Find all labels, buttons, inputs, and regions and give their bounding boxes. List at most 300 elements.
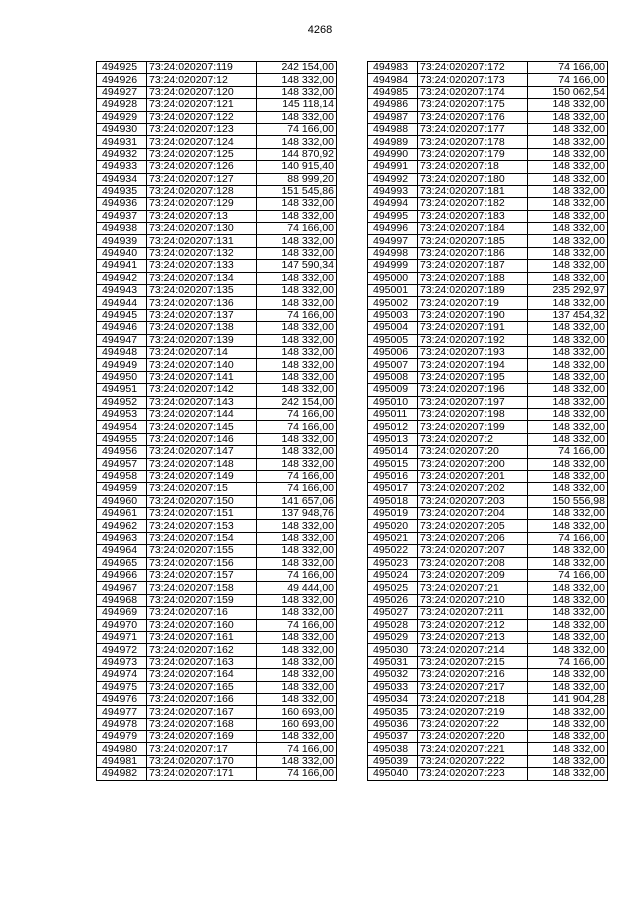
cadastral-number: 73:24:020207:119 bbox=[147, 62, 257, 74]
table-row bbox=[368, 309, 608, 321]
table-row bbox=[97, 285, 337, 297]
table-row bbox=[97, 446, 337, 458]
cadastral-value: 137 454,32 bbox=[528, 309, 608, 321]
cadastral-number: 73:24:020207:194 bbox=[418, 359, 528, 371]
cadastral-number: 73:24:020207:174 bbox=[418, 86, 528, 98]
cadastral-number: 73:24:020207:219 bbox=[418, 706, 528, 718]
cadastral-number: 73:24:020207:184 bbox=[418, 223, 528, 235]
table-row bbox=[368, 285, 608, 297]
cadastral-value: 148 332,00 bbox=[528, 185, 608, 197]
cadastral-value: 148 332,00 bbox=[528, 396, 608, 408]
cadastral-value: 148 332,00 bbox=[528, 631, 608, 643]
table-row bbox=[97, 408, 337, 420]
cadastral-number: 73:24:020207:162 bbox=[147, 644, 257, 656]
row-number: 494953 bbox=[97, 408, 147, 420]
cadastral-number: 73:24:020207:127 bbox=[147, 173, 257, 185]
table-row bbox=[368, 693, 608, 705]
table-row bbox=[97, 693, 337, 705]
cadastral-number: 73:24:020207:196 bbox=[418, 384, 528, 396]
cadastral-number: 73:24:020207:192 bbox=[418, 334, 528, 346]
table-row bbox=[368, 731, 608, 743]
row-number: 494984 bbox=[368, 74, 418, 86]
table-row bbox=[97, 136, 337, 148]
cadastral-value: 74 166,00 bbox=[257, 421, 337, 433]
row-number: 494952 bbox=[97, 396, 147, 408]
table-row bbox=[368, 185, 608, 197]
row-number: 494967 bbox=[97, 582, 147, 594]
cadastral-number: 73:24:020207:223 bbox=[418, 768, 528, 780]
row-number: 494999 bbox=[368, 260, 418, 272]
cadastral-value: 74 166,00 bbox=[257, 309, 337, 321]
table-row bbox=[97, 371, 337, 383]
cadastral-value: 74 166,00 bbox=[257, 483, 337, 495]
cadastral-value: 148 332,00 bbox=[257, 458, 337, 470]
cadastral-number: 73:24:020207:215 bbox=[418, 656, 528, 668]
cadastral-value: 148 332,00 bbox=[257, 607, 337, 619]
table-row bbox=[97, 508, 337, 520]
cadastral-value: 148 332,00 bbox=[528, 433, 608, 445]
row-number: 495006 bbox=[368, 346, 418, 358]
table-row bbox=[368, 582, 608, 594]
cadastral-value: 148 332,00 bbox=[528, 731, 608, 743]
cadastral-value: 74 166,00 bbox=[528, 62, 608, 74]
table-row bbox=[97, 86, 337, 98]
table-row bbox=[97, 161, 337, 173]
row-number: 494972 bbox=[97, 644, 147, 656]
row-number: 494938 bbox=[97, 223, 147, 235]
row-number: 494943 bbox=[97, 285, 147, 297]
row-number: 494947 bbox=[97, 334, 147, 346]
cadastral-number: 73:24:020207:140 bbox=[147, 359, 257, 371]
row-number: 495008 bbox=[368, 371, 418, 383]
table-row bbox=[368, 272, 608, 284]
cadastral-value: 141 904,28 bbox=[528, 693, 608, 705]
table-row bbox=[368, 570, 608, 582]
cadastral-number: 73:24:020207:136 bbox=[147, 297, 257, 309]
table-row bbox=[368, 656, 608, 668]
cadastral-number: 73:24:020207:182 bbox=[418, 198, 528, 210]
cadastral-value: 148 332,00 bbox=[528, 322, 608, 334]
cadastral-value: 148 332,00 bbox=[257, 384, 337, 396]
cadastral-value: 148 332,00 bbox=[528, 210, 608, 222]
cadastral-value: 148 332,00 bbox=[528, 743, 608, 755]
cadastral-value: 74 166,00 bbox=[528, 532, 608, 544]
row-number: 495029 bbox=[368, 631, 418, 643]
cadastral-value: 148 332,00 bbox=[257, 545, 337, 557]
row-number: 494951 bbox=[97, 384, 147, 396]
row-number: 494992 bbox=[368, 173, 418, 185]
row-number: 494926 bbox=[97, 74, 147, 86]
cadastral-number: 73:24:020207:147 bbox=[147, 446, 257, 458]
cadastral-value: 148 332,00 bbox=[257, 557, 337, 569]
page-number: 4268 bbox=[307, 24, 333, 36]
row-number: 494988 bbox=[368, 123, 418, 135]
row-number: 494948 bbox=[97, 346, 147, 358]
cadastral-number: 73:24:020207:180 bbox=[418, 173, 528, 185]
cadastral-value: 148 332,00 bbox=[528, 272, 608, 284]
row-number: 494945 bbox=[97, 309, 147, 321]
cadastral-value: 150 556,98 bbox=[528, 495, 608, 507]
row-number: 494927 bbox=[97, 86, 147, 98]
table-row bbox=[368, 743, 608, 755]
cadastral-value: 160 693,00 bbox=[257, 706, 337, 718]
cadastral-number: 73:24:020207:197 bbox=[418, 396, 528, 408]
cadastral-number: 73:24:020207:12 bbox=[147, 74, 257, 86]
cadastral-number: 73:24:020207:18 bbox=[418, 161, 528, 173]
table-row bbox=[368, 123, 608, 135]
cadastral-number: 73:24:020207:20 bbox=[418, 446, 528, 458]
row-number: 494935 bbox=[97, 185, 147, 197]
cadastral-value: 148 332,00 bbox=[528, 755, 608, 767]
row-number: 494944 bbox=[97, 297, 147, 309]
cadastral-value: 74 166,00 bbox=[257, 743, 337, 755]
cadastral-value: 148 332,00 bbox=[528, 198, 608, 210]
cadastral-number: 73:24:020207:141 bbox=[147, 371, 257, 383]
row-number: 494962 bbox=[97, 520, 147, 532]
table-row bbox=[97, 148, 337, 160]
cadastral-number: 73:24:020207:138 bbox=[147, 322, 257, 334]
row-number: 494985 bbox=[368, 86, 418, 98]
cadastral-number: 73:24:020207:149 bbox=[147, 470, 257, 482]
row-number: 494987 bbox=[368, 111, 418, 123]
row-number: 494949 bbox=[97, 359, 147, 371]
row-number: 494968 bbox=[97, 594, 147, 606]
cadastral-value: 148 332,00 bbox=[528, 706, 608, 718]
table-row bbox=[368, 508, 608, 520]
cadastral-value: 148 332,00 bbox=[528, 148, 608, 160]
cadastral-number: 73:24:020207:210 bbox=[418, 594, 528, 606]
row-number: 495039 bbox=[368, 755, 418, 767]
table-row bbox=[368, 223, 608, 235]
row-number: 495038 bbox=[368, 743, 418, 755]
cadastral-number: 73:24:020207:153 bbox=[147, 520, 257, 532]
cadastral-value: 242 154,00 bbox=[257, 62, 337, 74]
table-row bbox=[368, 99, 608, 111]
row-number: 494969 bbox=[97, 607, 147, 619]
cadastral-number: 73:24:020207:218 bbox=[418, 693, 528, 705]
cadastral-number: 73:24:020207:213 bbox=[418, 631, 528, 643]
row-number: 494931 bbox=[97, 136, 147, 148]
cadastral-value: 148 332,00 bbox=[257, 111, 337, 123]
row-number: 494996 bbox=[368, 223, 418, 235]
cadastral-value: 148 332,00 bbox=[257, 631, 337, 643]
cadastral-number: 73:24:020207:134 bbox=[147, 272, 257, 284]
row-number: 494976 bbox=[97, 693, 147, 705]
table-row bbox=[97, 545, 337, 557]
cadastral-number: 73:24:020207:207 bbox=[418, 545, 528, 557]
cadastral-value: 74 166,00 bbox=[257, 570, 337, 582]
row-number: 494997 bbox=[368, 235, 418, 247]
cadastral-number: 73:24:020207:178 bbox=[418, 136, 528, 148]
cadastral-value: 148 332,00 bbox=[257, 74, 337, 86]
table-row bbox=[368, 322, 608, 334]
cadastral-number: 73:24:020207:159 bbox=[147, 594, 257, 606]
row-number: 495022 bbox=[368, 545, 418, 557]
cadastral-number: 73:24:020207:150 bbox=[147, 495, 257, 507]
cadastral-number: 73:24:020207:205 bbox=[418, 520, 528, 532]
table-row bbox=[97, 706, 337, 718]
cadastral-number: 73:24:020207:130 bbox=[147, 223, 257, 235]
row-number: 495014 bbox=[368, 446, 418, 458]
cadastral-value: 148 332,00 bbox=[528, 235, 608, 247]
table-row bbox=[368, 334, 608, 346]
table-row bbox=[97, 644, 337, 656]
row-number: 495001 bbox=[368, 285, 418, 297]
row-number: 494928 bbox=[97, 99, 147, 111]
cadastral-value: 148 332,00 bbox=[528, 483, 608, 495]
cadastral-value: 74 166,00 bbox=[257, 470, 337, 482]
cadastral-number: 73:24:020207:214 bbox=[418, 644, 528, 656]
table-row bbox=[97, 768, 337, 780]
row-number: 494941 bbox=[97, 260, 147, 272]
cadastral-value: 148 332,00 bbox=[257, 346, 337, 358]
cadastral-number: 73:24:020207:21 bbox=[418, 582, 528, 594]
row-number: 494932 bbox=[97, 148, 147, 160]
cadastral-value: 144 870,92 bbox=[257, 148, 337, 160]
cadastral-number: 73:24:020207:198 bbox=[418, 408, 528, 420]
table-row bbox=[368, 359, 608, 371]
table-row bbox=[368, 495, 608, 507]
table-row bbox=[97, 223, 337, 235]
table-row bbox=[368, 470, 608, 482]
cadastral-number: 73:24:020207:167 bbox=[147, 706, 257, 718]
table-row bbox=[368, 594, 608, 606]
row-number: 495018 bbox=[368, 495, 418, 507]
cadastral-value: 148 332,00 bbox=[528, 346, 608, 358]
cadastral-number: 73:24:020207:186 bbox=[418, 247, 528, 259]
row-number: 494956 bbox=[97, 446, 147, 458]
row-number: 495020 bbox=[368, 520, 418, 532]
row-number: 495023 bbox=[368, 557, 418, 569]
row-number: 494983 bbox=[368, 62, 418, 74]
cadastral-value: 148 332,00 bbox=[528, 247, 608, 259]
row-number: 494925 bbox=[97, 62, 147, 74]
cadastral-value: 148 332,00 bbox=[528, 111, 608, 123]
cadastral-number: 73:24:020207:125 bbox=[147, 148, 257, 160]
cadastral-number: 73:24:020207:17 bbox=[147, 743, 257, 755]
table-row bbox=[97, 346, 337, 358]
row-number: 495027 bbox=[368, 607, 418, 619]
row-number: 494974 bbox=[97, 669, 147, 681]
table-row bbox=[97, 669, 337, 681]
table-row bbox=[97, 74, 337, 86]
register-table-left bbox=[96, 61, 337, 781]
cadastral-value: 148 332,00 bbox=[528, 371, 608, 383]
cadastral-value: 148 332,00 bbox=[528, 408, 608, 420]
cadastral-value: 148 332,00 bbox=[257, 285, 337, 297]
cadastral-number: 73:24:020207:139 bbox=[147, 334, 257, 346]
cadastral-value: 148 332,00 bbox=[257, 644, 337, 656]
row-number: 494990 bbox=[368, 148, 418, 160]
table-row bbox=[368, 483, 608, 495]
cadastral-value: 141 657,06 bbox=[257, 495, 337, 507]
cadastral-number: 73:24:020207:160 bbox=[147, 619, 257, 631]
cadastral-number: 73:24:020207:177 bbox=[418, 123, 528, 135]
table-row bbox=[97, 210, 337, 222]
table-row bbox=[368, 718, 608, 730]
row-number: 494989 bbox=[368, 136, 418, 148]
table-row bbox=[368, 706, 608, 718]
row-number: 495003 bbox=[368, 309, 418, 321]
table-row bbox=[97, 359, 337, 371]
table-row bbox=[97, 718, 337, 730]
cadastral-number: 73:24:020207:133 bbox=[147, 260, 257, 272]
row-number: 495004 bbox=[368, 322, 418, 334]
cadastral-value: 74 166,00 bbox=[257, 768, 337, 780]
table-row bbox=[368, 619, 608, 631]
cadastral-number: 73:24:020207:217 bbox=[418, 681, 528, 693]
cadastral-number: 73:24:020207:120 bbox=[147, 86, 257, 98]
row-number: 494964 bbox=[97, 545, 147, 557]
row-number: 494960 bbox=[97, 495, 147, 507]
row-number: 494965 bbox=[97, 557, 147, 569]
row-number: 494979 bbox=[97, 731, 147, 743]
table-row bbox=[368, 111, 608, 123]
table-row bbox=[368, 755, 608, 767]
cadastral-number: 73:24:020207:128 bbox=[147, 185, 257, 197]
row-number: 495013 bbox=[368, 433, 418, 445]
row-number: 495011 bbox=[368, 408, 418, 420]
table-row bbox=[368, 768, 608, 780]
table-row bbox=[368, 198, 608, 210]
row-number: 494975 bbox=[97, 681, 147, 693]
cadastral-value: 148 332,00 bbox=[257, 359, 337, 371]
cadastral-number: 73:24:020207:199 bbox=[418, 421, 528, 433]
table-row bbox=[368, 210, 608, 222]
row-number: 494991 bbox=[368, 161, 418, 173]
cadastral-number: 73:24:020207:163 bbox=[147, 656, 257, 668]
row-number: 495026 bbox=[368, 594, 418, 606]
table-row bbox=[97, 570, 337, 582]
cadastral-number: 73:24:020207:169 bbox=[147, 731, 257, 743]
row-number: 494961 bbox=[97, 508, 147, 520]
row-number: 495021 bbox=[368, 532, 418, 544]
cadastral-number: 73:24:020207:222 bbox=[418, 755, 528, 767]
row-number: 494970 bbox=[97, 619, 147, 631]
cadastral-number: 73:24:020207:145 bbox=[147, 421, 257, 433]
cadastral-number: 73:24:020207:164 bbox=[147, 669, 257, 681]
row-number: 494980 bbox=[97, 743, 147, 755]
row-number: 494939 bbox=[97, 235, 147, 247]
cadastral-number: 73:24:020207:206 bbox=[418, 532, 528, 544]
cadastral-value: 151 545,86 bbox=[257, 185, 337, 197]
register-table-right bbox=[367, 61, 608, 781]
row-number: 494950 bbox=[97, 371, 147, 383]
cadastral-number: 73:24:020207:195 bbox=[418, 371, 528, 383]
table-row bbox=[97, 123, 337, 135]
table-row bbox=[368, 148, 608, 160]
table-row bbox=[97, 272, 337, 284]
row-number: 494955 bbox=[97, 433, 147, 445]
cadastral-number: 73:24:020207:151 bbox=[147, 508, 257, 520]
row-number: 494978 bbox=[97, 718, 147, 730]
cadastral-value: 88 999,20 bbox=[257, 173, 337, 185]
cadastral-value: 148 332,00 bbox=[257, 669, 337, 681]
cadastral-number: 73:24:020207:193 bbox=[418, 346, 528, 358]
cadastral-number: 73:24:020207:173 bbox=[418, 74, 528, 86]
cadastral-number: 73:24:020207:161 bbox=[147, 631, 257, 643]
cadastral-number: 73:24:020207:181 bbox=[418, 185, 528, 197]
row-number: 494942 bbox=[97, 272, 147, 284]
cadastral-value: 148 332,00 bbox=[257, 247, 337, 259]
row-number: 495025 bbox=[368, 582, 418, 594]
cadastral-number: 73:24:020207:19 bbox=[418, 297, 528, 309]
cadastral-value: 74 166,00 bbox=[257, 408, 337, 420]
table-row bbox=[97, 309, 337, 321]
table-row bbox=[368, 532, 608, 544]
row-number: 494936 bbox=[97, 198, 147, 210]
row-number: 494966 bbox=[97, 570, 147, 582]
cadastral-number: 73:24:020207:123 bbox=[147, 123, 257, 135]
cadastral-value: 148 332,00 bbox=[528, 768, 608, 780]
cadastral-value: 148 332,00 bbox=[528, 619, 608, 631]
cadastral-number: 73:24:020207:187 bbox=[418, 260, 528, 272]
cadastral-value: 148 332,00 bbox=[257, 272, 337, 284]
table-row bbox=[97, 421, 337, 433]
row-number: 495030 bbox=[368, 644, 418, 656]
cadastral-number: 73:24:020207:165 bbox=[147, 681, 257, 693]
row-number: 494959 bbox=[97, 483, 147, 495]
row-number: 494973 bbox=[97, 656, 147, 668]
cadastral-number: 73:24:020207:148 bbox=[147, 458, 257, 470]
table-row bbox=[97, 185, 337, 197]
table-row bbox=[97, 433, 337, 445]
cadastral-number: 73:24:020207:179 bbox=[418, 148, 528, 160]
cadastral-number: 73:24:020207:137 bbox=[147, 309, 257, 321]
cadastral-number: 73:24:020207:200 bbox=[418, 458, 528, 470]
table-row bbox=[97, 396, 337, 408]
row-number: 495017 bbox=[368, 483, 418, 495]
cadastral-number: 73:24:020207:203 bbox=[418, 495, 528, 507]
table-row bbox=[368, 161, 608, 173]
cadastral-value: 74 166,00 bbox=[257, 123, 337, 135]
table-row bbox=[368, 371, 608, 383]
row-number: 495015 bbox=[368, 458, 418, 470]
cadastral-value: 148 332,00 bbox=[257, 322, 337, 334]
row-number: 495002 bbox=[368, 297, 418, 309]
cadastral-value: 148 332,00 bbox=[528, 260, 608, 272]
cadastral-value: 148 332,00 bbox=[528, 557, 608, 569]
cadastral-number: 73:24:020207:158 bbox=[147, 582, 257, 594]
cadastral-number: 73:24:020207:156 bbox=[147, 557, 257, 569]
table-row bbox=[97, 495, 337, 507]
table-row bbox=[97, 247, 337, 259]
table-row bbox=[368, 545, 608, 557]
cadastral-number: 73:24:020207:129 bbox=[147, 198, 257, 210]
cadastral-value: 148 332,00 bbox=[257, 334, 337, 346]
table-row bbox=[97, 755, 337, 767]
cadastral-number: 73:24:020207:15 bbox=[147, 483, 257, 495]
cadastral-number: 73:24:020207:204 bbox=[418, 508, 528, 520]
cadastral-number: 73:24:020207:190 bbox=[418, 309, 528, 321]
cadastral-value: 148 332,00 bbox=[257, 371, 337, 383]
cadastral-number: 73:24:020207:208 bbox=[418, 557, 528, 569]
table-row bbox=[368, 557, 608, 569]
cadastral-number: 73:24:020207:14 bbox=[147, 346, 257, 358]
row-number: 494940 bbox=[97, 247, 147, 259]
cadastral-number: 73:24:020207:154 bbox=[147, 532, 257, 544]
cadastral-value: 148 332,00 bbox=[528, 161, 608, 173]
cadastral-value: 74 166,00 bbox=[528, 656, 608, 668]
cadastral-number: 73:24:020207:166 bbox=[147, 693, 257, 705]
row-number: 494958 bbox=[97, 470, 147, 482]
cadastral-number: 73:24:020207:170 bbox=[147, 755, 257, 767]
table-row bbox=[368, 446, 608, 458]
cadastral-value: 148 332,00 bbox=[528, 508, 608, 520]
cadastral-number: 73:24:020207:201 bbox=[418, 470, 528, 482]
cadastral-number: 73:24:020207:212 bbox=[418, 619, 528, 631]
row-number: 495012 bbox=[368, 421, 418, 433]
